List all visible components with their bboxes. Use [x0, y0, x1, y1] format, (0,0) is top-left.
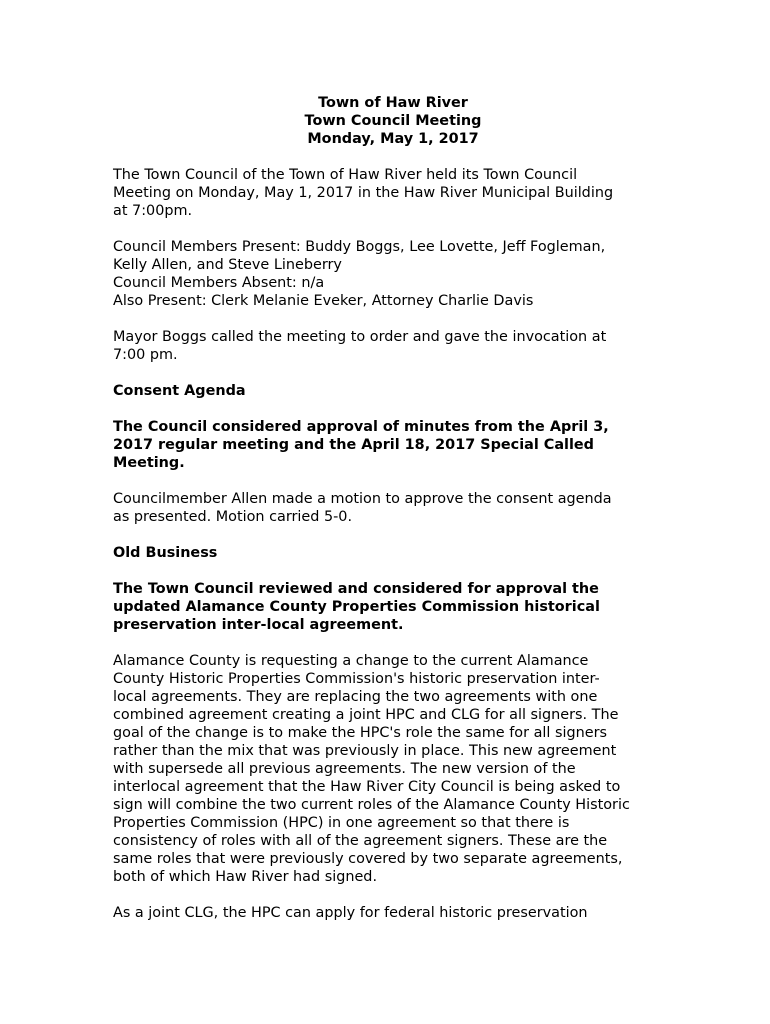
text-line: goal of the change is to make the HPC's role the same for all signers [113, 725, 607, 741]
text-line: at 7:00pm. [113, 203, 193, 219]
text-line: updated Alamance County Properties Commission historical [113, 599, 600, 615]
text-line: Properties Commission (HPC) in one agreement so that there is [113, 815, 570, 831]
clg-paragraph [113, 904, 673, 922]
old-business-body [113, 652, 673, 886]
text-line: County Historic Properties Commission's historic preservation inter- [113, 671, 600, 687]
text-line: preservation inter-local agreement. [113, 617, 404, 633]
text-line: both of which Haw River had signed. [113, 869, 378, 885]
text-line: sign will combine the two current roles of the Alamance County Historic [113, 797, 630, 813]
text-line: Also Present: Clerk Melanie Eveker, Attorney Charlie Davis [113, 293, 534, 309]
consent-agenda-motion [113, 490, 673, 526]
intro-paragraph [113, 166, 673, 220]
meeting-date: Monday, May 1, 2017 [307, 131, 479, 147]
consent-agenda-heading: Consent Agenda [113, 383, 246, 399]
text-line: local agreements. They are replacing the two agreements with one [113, 689, 598, 705]
text-line: 2017 regular meeting and the April 18, 2017 Special Called [113, 437, 594, 453]
text-line: Meeting on Monday, May 1, 2017 in the Haw River Municipal Building [113, 185, 614, 201]
text-line: Mayor Boggs called the meeting to order and gave the invocation at [113, 329, 607, 345]
old-business-item [113, 580, 673, 634]
consent-agenda-item [113, 418, 673, 472]
attendance-paragraph [113, 238, 673, 310]
text-line: same roles that were previously covered by two separate agreements, [113, 851, 623, 867]
text-line: consistency of roles with all of the agreement signers. These are the [113, 833, 608, 849]
text-line: The Council considered approval of minutes from the April 3, [113, 419, 609, 435]
text-line: with supersede all previous agreements. The new version of the [113, 761, 576, 777]
town-name: Town of Haw River [318, 95, 468, 111]
document-page [113, 94, 673, 940]
call-to-order-paragraph [113, 328, 673, 364]
text-line: The Town Council reviewed and considered for approval the [113, 581, 599, 597]
text-line: Council Members Present: Buddy Boggs, Lee Lovette, Jeff Fogleman, [113, 239, 606, 255]
text-line: Councilmember Allen made a motion to approve the consent agenda [113, 491, 612, 507]
meeting-title: Town Council Meeting [304, 113, 482, 129]
document-header [113, 94, 673, 148]
text-line: rather than the mix that was previously in place. This new agreement [113, 743, 617, 759]
text-line: The Town Council of the Town of Haw River held its Town Council [113, 167, 578, 183]
text-line: as presented. Motion carried 5-0. [113, 509, 353, 525]
text-line: Alamance County is requesting a change to the current Alamance [113, 653, 589, 669]
text-line: Kelly Allen, and Steve Lineberry [113, 257, 342, 273]
text-line: As a joint CLG, the HPC can apply for federal historic preservation [113, 905, 588, 921]
text-line: combined agreement creating a joint HPC and CLG for all signers. The [113, 707, 619, 723]
text-line: Council Members Absent: n/a [113, 275, 325, 291]
text-line: Meeting. [113, 455, 185, 471]
text-line: 7:00 pm. [113, 347, 178, 363]
old-business-heading: Old Business [113, 545, 218, 561]
text-line: interlocal agreement that the Haw River City Council is being asked to [113, 779, 621, 795]
